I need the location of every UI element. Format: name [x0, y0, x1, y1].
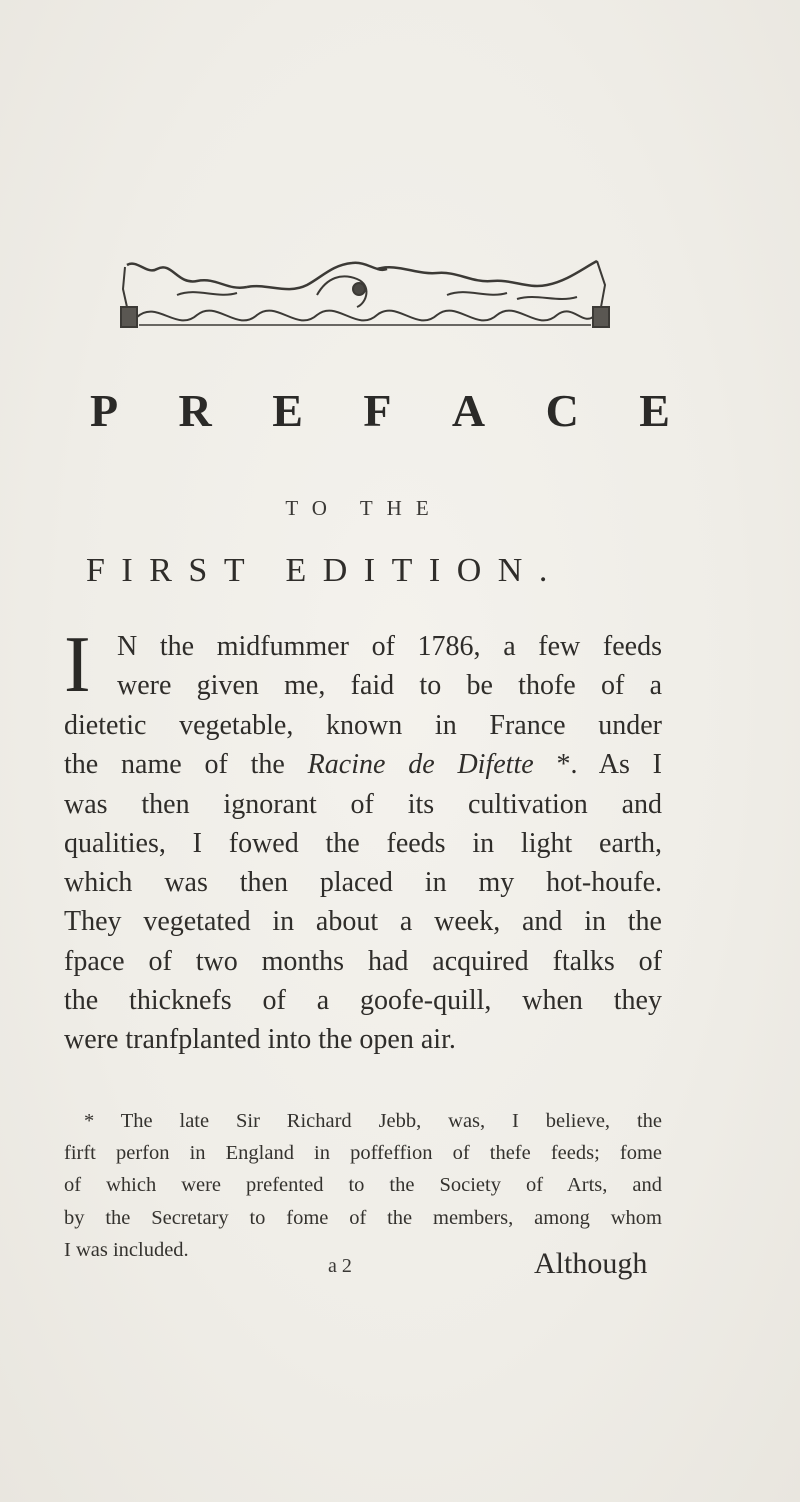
subtitle-to-the: TO THE	[285, 496, 443, 520]
footnote-line: by the Secretary to fome of the members, among whom	[64, 1206, 662, 1229]
preface-heading	[90, 385, 670, 436]
signature-mark: a 2	[328, 1255, 352, 1277]
heading-letter: E	[272, 385, 303, 436]
subtitle-first-edition: FIRST EDITION.	[86, 552, 564, 589]
heading-letter: E	[639, 385, 670, 436]
heading-letter: R	[178, 385, 212, 436]
footnote	[64, 1105, 662, 1266]
body-line: were given me, faid to be thofe of a	[117, 670, 662, 702]
body-line	[64, 745, 662, 784]
body-line: They vegetated in about a week, and in the	[64, 906, 662, 938]
body-line: were tranfplanted into the open air.	[64, 1024, 456, 1056]
footnote-line: I was included.	[64, 1238, 189, 1261]
drop-cap: I	[64, 621, 91, 709]
footnote-line: firft perfon in England in poffeffion of thefe feeds; fome	[64, 1142, 662, 1165]
heading-letter: F	[363, 385, 392, 436]
body-line: N the midfummer of 1786, a few feeds	[117, 631, 662, 662]
body-text-segment: *. As I	[533, 749, 663, 781]
catchword: Although	[534, 1247, 648, 1280]
body-line: was then ignorant of its cultivation and	[64, 788, 662, 820]
body-paragraph-start	[117, 627, 662, 706]
heading-letter: C	[545, 385, 579, 436]
footnote-line: of which were prefented to the Society of Arts, and	[64, 1174, 662, 1197]
body-text-segment: the name of the	[64, 749, 308, 781]
footnote-line: * The late Sir Richard Jebb, was, I believe, the	[84, 1110, 662, 1132]
italic-term: Racine de Difette	[307, 749, 534, 781]
decorative-headpiece-ornament	[117, 255, 611, 333]
heading-letter: A	[451, 385, 486, 436]
body-paragraph	[64, 706, 662, 1060]
body-line: which was then placed in my hot-houfe.	[64, 867, 662, 899]
body-line: fpace of two months had acquired ftalks of	[64, 945, 662, 977]
body-line: qualities, I fowed the feeds in light earth,	[64, 827, 662, 859]
body-line: dietetic vegetable, known in France under	[64, 710, 662, 741]
body-line: the thicknefs of a goofe-quill, when they	[64, 985, 662, 1017]
heading-letter: P	[90, 385, 119, 436]
